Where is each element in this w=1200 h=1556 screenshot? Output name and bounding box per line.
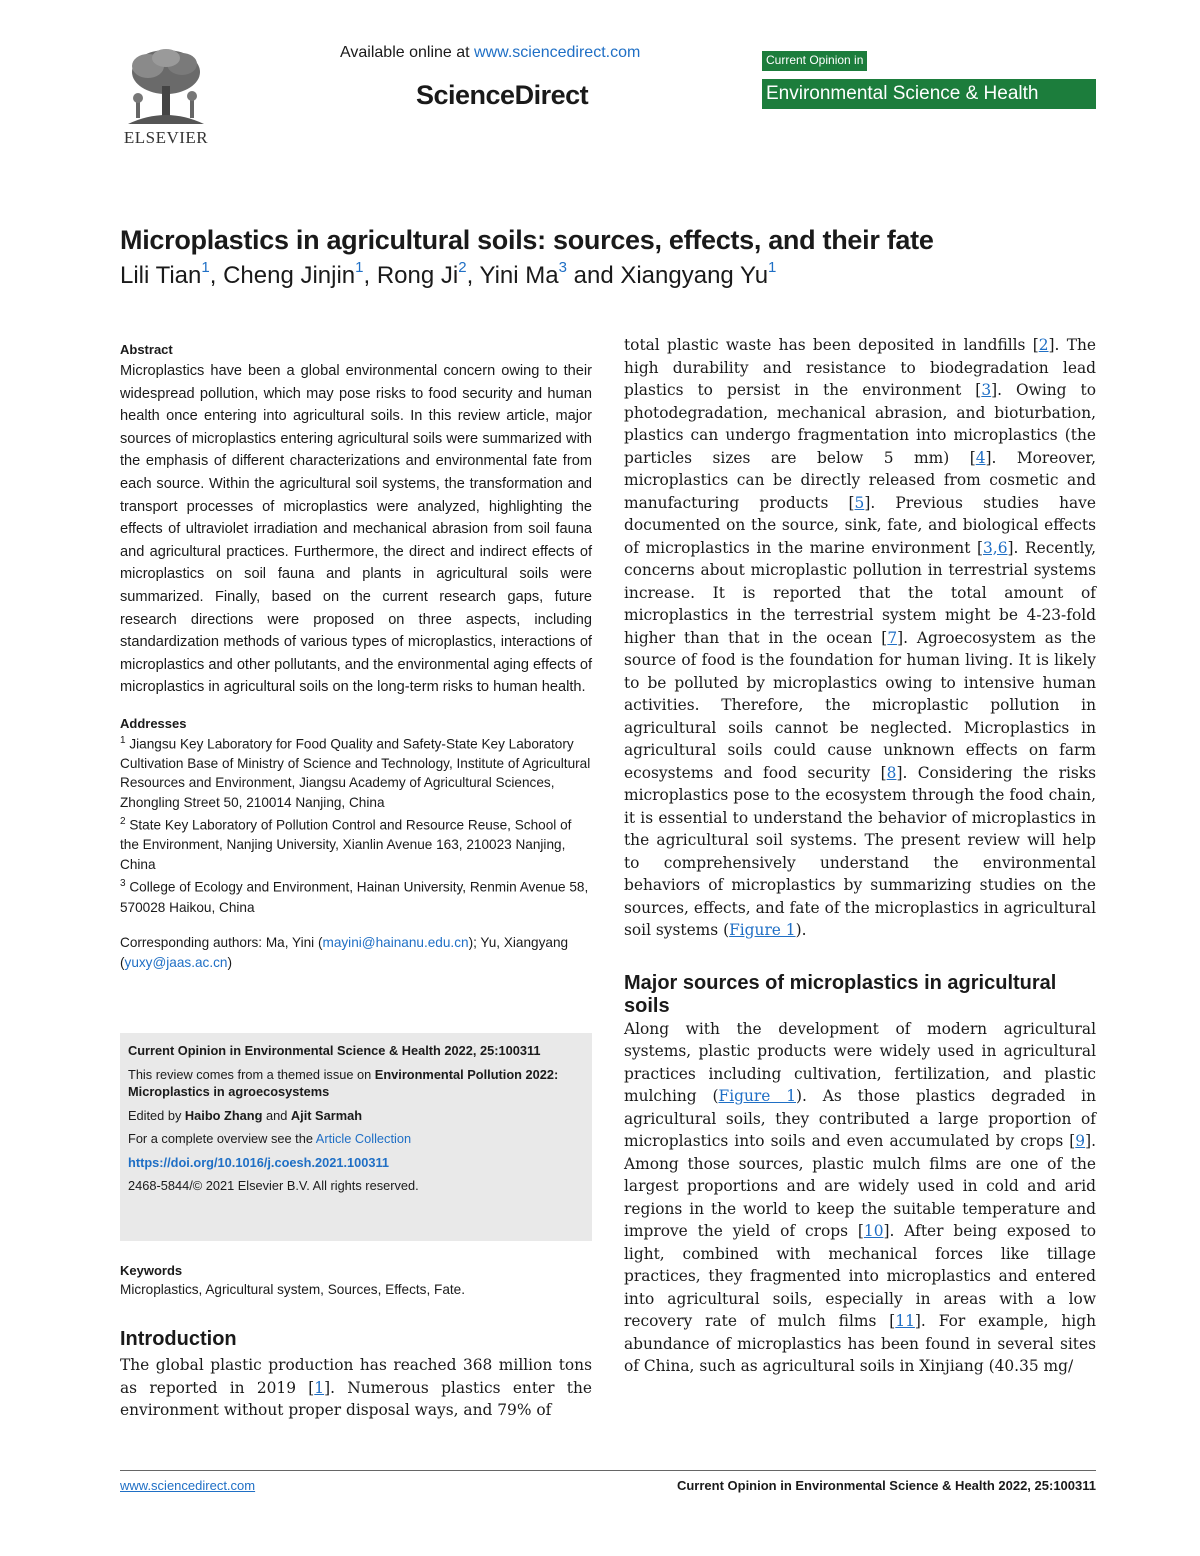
available-online-prefix: Available online at [340,44,470,61]
author-affiliation-marker[interactable]: 1 [768,259,777,276]
intro-text: The global plastic production has reached 368 million tons as reported in 2019 [ [120,1356,592,1397]
introduction-paragraph-1-continued [624,334,1096,942]
introduction-heading: Introduction [120,1328,237,1350]
sources-text: ]. For example, high abundance of microplastics has been found in several sites of China, such as agricultural soils in Xinjiang (40.35 mg/ [624,1312,1096,1375]
sources-paragraph [624,1018,1096,1378]
journal-banner [762,51,1096,109]
author-affiliation-marker[interactable]: 1 [355,259,364,276]
address-number: 2 [120,816,126,828]
intro-text: ]. Moreover, microplastics can be directly released from cosmetic and manufacturing products [ [624,448,1096,512]
intro-text: ]. The high durability and resistance to biodegradation lead plastics to persist in the environment [ [624,336,1097,399]
figure-link[interactable]: Figure 1 [718,1087,796,1105]
elsevier-wordmark: ELSEVIER [123,128,209,147]
corresponding-mid: ); Yu, Xiangyang ( [120,935,569,970]
edited-by [128,1107,584,1125]
author-name: Cheng Jinjin [223,262,356,289]
author-list [120,261,776,290]
address-text: College of Ecology and Environment, Hainan University, Renmin Avenue 58, 570028 Haikou, China [120,880,589,915]
intro-text: ]. Recently, concerns about microplastic pollution in terrestrial systems increase. It is reported that the total amount of microplastics in the terrestrial system might be 4-23-fold higher than that in the ocean [ [624,538,1097,647]
author-separator: , [209,262,224,289]
address-item [120,731,592,813]
ref-link[interactable]: 1 [314,1378,325,1397]
ref-link[interactable]: 11 [895,1312,915,1330]
journal-banner-title: Environmental Science & Health [762,79,1096,109]
author-name: Yini Ma [479,262,559,289]
address-text: State Key Laboratory of Pollution Control and Resource Reuse, School of the Environment, Nanjing University, Xianlin Avenue 163, 210023 Nanjing, China [120,817,572,872]
address-number: 1 [120,734,126,746]
sources-heading: Major sources of microplastics in agricultural soils [624,971,1057,1017]
abstract-text: Microplastics have been a global environmental concern owing to their widespread pollution, which may pose risks to food security and human health once entering into agricultural soils. In this review article, major sources of microplastics entering agricultural soils were summarized with the emphasis of different characterizations and environmental fate from each source. Within the agricultural soil systems, the transformation and transport processes of microplastics were analyzed, highlighting the effects of ultraviolet irradiation and mechanical abrasion from soil fauna and agricultural practices. Furthermore, the direct and indirect effects of microplastics on soil fauna and plants in agricultural soils were summarized. Finally, based on the current research gaps, future research directions were proposed on three aspects, including standardization methods of various types of microplastics, interactions of microplastics and other pollutants, and the environmental aging effects of microplastics in agricultural soils on the long-term risks to human health. [120,363,592,696]
article-title: Microplastics in agricultural soils: sources, effects, and their fate [120,225,934,255]
email-link-yu[interactable]: yuxy@jaas.ac.cn [124,954,228,970]
ref-link[interactable]: 4 [975,448,986,467]
author-separator: , [363,262,377,289]
sciencedirect-link[interactable]: www.sciencedirect.com [474,44,641,61]
abstract-heading: Abstract [120,342,173,357]
sources-text: Along with the development of modern agricultural systems, plastic products were widely used in agricultural practices including cultivation, fertilization, and plastic mulching ( [624,1019,1096,1105]
ref-link[interactable]: 8 [886,763,897,782]
edited-by-and: and [262,1107,291,1123]
ref-link[interactable]: 10 [863,1222,884,1240]
edited-by-prefix: Edited by [128,1107,185,1123]
sources-text: ). As those plastics degraded in agricultural soils, they contributed a large proportion of microplastics into soils and even accumulated by crops [ [624,1087,1097,1150]
ref-link[interactable]: 7 [887,628,898,647]
author-affiliation-marker[interactable]: 1 [201,259,210,276]
ref-link[interactable]: 9 [1075,1132,1086,1150]
footer-divider [120,1470,1096,1471]
figure-link[interactable]: Figure 1 [729,921,796,939]
corresponding-authors [120,933,592,972]
address-number: 3 [120,878,126,890]
editor-2: Ajit Sarmah [290,1107,363,1123]
themed-issue-name: Environmental Pollution 2022: Microplastics in agroecosystems [128,1066,559,1099]
corresponding-suffix: ) [227,954,233,970]
address-text: Jiangsu Key Laboratory for Food Quality and Safety-State Key Laboratory Cultivation Base of Ministry of Science and Technology, Institute of Agricultural Resources and Environment, Jiangsu Academy of Agricultural Sciences, Zhongling Street 50, 210014 Nanjing, China [120,736,591,810]
themed-issue [128,1066,584,1101]
article-collection-link[interactable]: Article Collection [315,1131,412,1146]
corresponding-prefix: Corresponding authors: Ma, Yini ( [120,935,323,950]
author-affiliation-marker[interactable]: 3 [558,259,567,276]
keywords-list: Microplastics, Agricultural system, Sources, Effects, Fate. [120,1282,465,1297]
intro-text: ]. Owing to photodegradation, mechanical abrasion, and bioturbation, plastics can undergo fragmentation into microplastics (the particles sizes are below 5 mm) [ [624,381,1096,467]
address-item [120,874,592,917]
right-column [624,334,1096,1378]
intro-text: ]. Numerous plastics enter the environment without proper disposal ways, and 79% of [120,1378,592,1419]
intro-text: ]. Considering the risks microplastics pose to the ecosystem through the food chain, it is essential to understand the behavior of microplastics in the agricultural soil systems. The present review will help to comprehensively understand the environmental behaviors of microplastics by summarizing studies on the sources, effects, and fate of the microplastics in agricultural soil systems ( [624,763,1097,939]
themed-issue-prefix: This review comes from a themed issue on [128,1066,375,1082]
copyright: 2468-5844/© 2021 Elsevier B.V. All rights reserved. [128,1178,419,1193]
footer-sciencedirect-link[interactable]: www.sciencedirect.com [120,1478,256,1493]
ref-link[interactable]: 3 [981,381,992,399]
email-link-ma[interactable]: mayini@hainanu.edu.cn [322,935,469,950]
author-separator: , [466,262,480,289]
author-name: Lili Tian [120,262,202,289]
available-online [340,44,640,62]
ref-link[interactable]: 3,6 [983,538,1008,557]
overview [128,1130,584,1148]
addresses-heading: Addresses [120,715,187,731]
left-column [120,342,592,972]
intro-text: ]. Agroecosystem as the source of food is the foundation for human living. It is likely to be polluted by microplastics owing to intensive human activities. Therefore, the microplastic pollution in agricultural soils cannot be neglected. Microplastics in agricultural soils could cause unknown effects on farm ecosystems and food security [ [624,628,1096,782]
intro-text: total plastic waste has been deposited in landfills [ [624,336,1039,354]
author-name: Xiangyang Yu [620,262,769,289]
footer-citation: Current Opinion in Environmental Science & Health 2022, 25:100311 [676,1478,1096,1493]
journal-citation: Current Opinion in Environmental Science & Health 2022, 25:100311 [128,1043,541,1058]
journal-banner-small: Current Opinion in [762,51,867,71]
editor-1: Haibo Zhang [184,1107,263,1123]
sources-text: ]. After being exposed to light, combined with mechanical forces like tillage practices, they fragmented into microplastics and entered into agricultural soils, especially in areas with a low recovery rate of mulch films [ [624,1222,1096,1330]
author-affiliation-marker[interactable]: 2 [458,259,467,276]
addresses-list [120,731,592,917]
doi-link[interactable]: https://doi.org/10.1016/j.coesh.2021.100311 [128,1154,390,1170]
ref-link[interactable]: 5 [854,493,865,512]
author-separator: and [566,262,621,289]
keywords-heading: Keywords [120,1263,183,1278]
introduction-paragraph-1 [120,1354,592,1422]
address-item [120,812,592,874]
intro-text: ]. Previous studies have documented on the source, sink, fate, and biological effects of microplastics in the marine environment [ [624,493,1096,557]
intro-text: ). [795,921,807,939]
keywords-section [120,1263,592,1300]
sciencedirect-logo: ScienceDirect [416,80,589,110]
overview-prefix: For a complete overview see the [128,1131,316,1146]
ref-link[interactable]: 2 [1038,336,1049,354]
author-name: Rong Ji [376,262,459,289]
sources-text: ]. Among those sources, plastic mulch films are one of the largest proportions and are widely used in cold and arid regions in the world to keep the suitable temperature and improve the yield of crops [ [624,1132,1096,1240]
article-info-box [120,1033,592,1241]
